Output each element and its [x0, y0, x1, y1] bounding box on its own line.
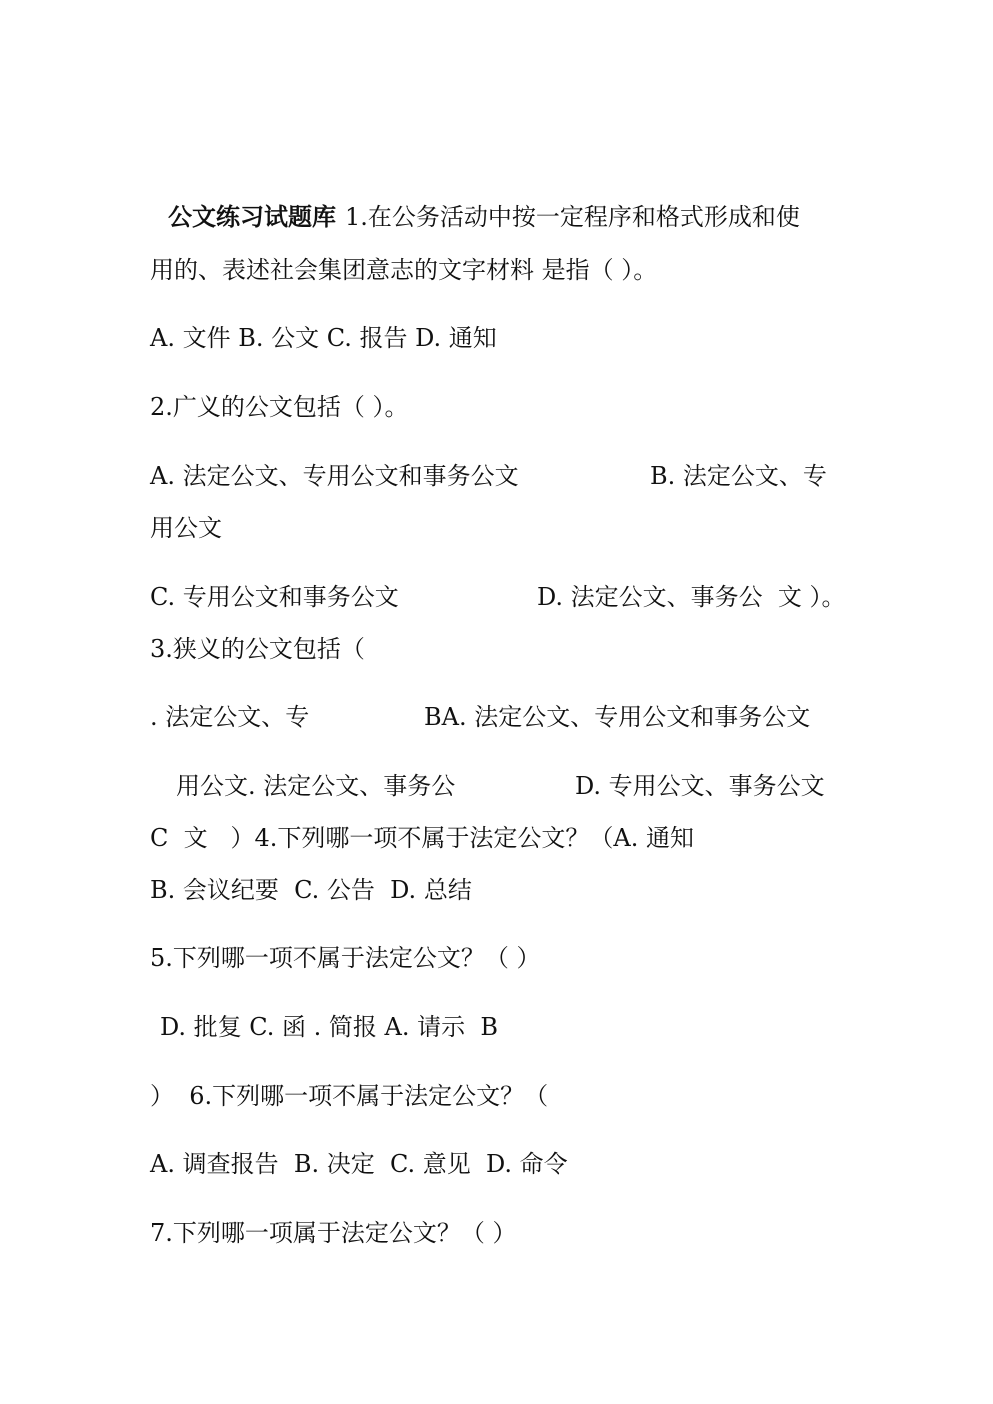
- question-6-options: A. 调查报告 B. 决定 C. 意见 D. 命令: [150, 1150, 568, 1178]
- question-3-fragment-3: 用公文. 法定公文、事务公: [176, 772, 456, 800]
- question-3-fragment-4: D. 专用公文、事务公文: [575, 772, 825, 800]
- question-1-line-1: 1.在公务活动中按一定程序和格式形成和使: [345, 203, 800, 231]
- question-2-option-b: B. 法定公文、专: [650, 462, 827, 490]
- question-2-option-a: A. 法定公文、专用公文和事务公文: [150, 462, 519, 490]
- question-1-options: A. 文件 B. 公文 C. 报告 D. 通知: [150, 324, 497, 352]
- question-6: ） 6.下列哪一项不属于法定公文？（: [150, 1082, 549, 1110]
- question-4: C 文 ）4.下列哪一项不属于法定公文？（A. 通知: [150, 824, 694, 852]
- question-2-option-d: D. 法定公文、事务公 文 ）。: [537, 583, 846, 611]
- question-5-options: D. 批复 C. 函 . 简报 A. 请示 B: [160, 1013, 499, 1041]
- question-2: 2.广义的公文包括（ ）。: [150, 393, 409, 421]
- question-7: 7.下列哪一项属于法定公文？（ ）: [150, 1219, 517, 1247]
- question-2-option-b-cont: 用公文: [150, 514, 222, 542]
- document-title: 公文练习试题库: [168, 203, 336, 231]
- question-4-options: B. 会议纪要 C. 公告 D. 总结: [150, 876, 472, 904]
- question-3-fragment-2: BA. 法定公文、专用公文和事务公文: [424, 703, 811, 731]
- question-3-fragment-1: . 法定公文、专: [150, 703, 310, 731]
- question-5: 5.下列哪一项不属于法定公文？（ ）: [150, 944, 541, 972]
- question-2-option-c: C. 专用公文和事务公文: [150, 583, 399, 611]
- question-3: 3.狭义的公文包括（: [150, 635, 365, 663]
- question-1-line-2: 用的、表述社会集团意志的文字材料 是指（ ）。: [150, 256, 658, 284]
